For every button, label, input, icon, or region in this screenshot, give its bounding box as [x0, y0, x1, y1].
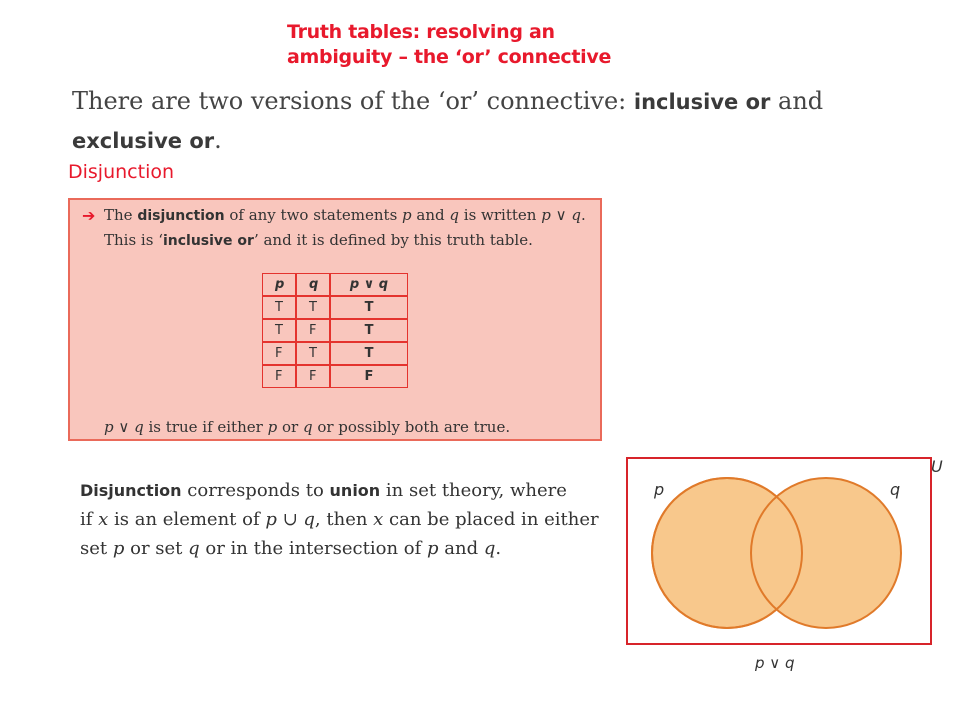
- definition-summary: [104, 418, 510, 436]
- truth-table-cell: F: [296, 319, 330, 342]
- truth-table: [262, 273, 408, 388]
- truth-table-cell: F: [262, 365, 296, 388]
- summary-var-q: q: [302, 418, 313, 436]
- def-text: ’ and it is defined by this truth table.: [253, 231, 533, 249]
- para-text: and: [438, 538, 484, 559]
- para-text: corresponds to: [181, 480, 330, 501]
- para-text: in set theory, where: [380, 480, 567, 501]
- truth-table-row: [262, 319, 408, 342]
- para-text: or set: [124, 538, 189, 559]
- truth-table-cell: T: [330, 296, 408, 319]
- set-p-label: p: [654, 480, 665, 499]
- term-exclusive-or: exclusive or: [72, 129, 215, 153]
- para-text: can be placed in either: [383, 509, 599, 530]
- set-q-circle: [751, 478, 901, 628]
- venn-diagram: [620, 450, 955, 650]
- def-text: The: [104, 206, 138, 224]
- summary-text: or: [277, 418, 303, 436]
- para-var-q: q: [483, 538, 496, 559]
- term-union: union: [329, 481, 381, 500]
- arrow-right-icon: ➔: [82, 206, 96, 225]
- intro-text-2: and: [770, 87, 824, 115]
- term-inclusive-or: inclusive or: [633, 90, 771, 114]
- truth-table-cell: T: [296, 342, 330, 365]
- para-var-x: x: [373, 509, 384, 530]
- title-line-1: Truth tables: resolving an: [287, 21, 555, 43]
- para-text: set: [80, 538, 113, 559]
- definition-line-1: [104, 206, 586, 224]
- def-var-q: q: [449, 206, 460, 224]
- para-var-p: p: [427, 538, 439, 559]
- def-term-disjunction: disjunction: [137, 208, 225, 224]
- summary-var-p: p: [267, 418, 278, 436]
- def-text: of any two statements: [224, 206, 403, 224]
- truth-table-cell: T: [330, 319, 408, 342]
- summary-text: or possibly both are true.: [312, 418, 511, 436]
- union-paragraph: [80, 476, 620, 563]
- def-notation: p ∨ q: [541, 206, 581, 224]
- intro-paragraph: [72, 82, 852, 160]
- truth-table-row: [262, 365, 408, 388]
- term-disjunction: Disjunction: [80, 481, 182, 500]
- def-var-p: p: [402, 206, 412, 224]
- truth-table-row: [262, 296, 408, 319]
- truth-table-header-row: [262, 273, 408, 296]
- para-var-q: q: [188, 538, 200, 559]
- truth-table-header-p: p: [262, 273, 296, 296]
- def-text: and: [411, 206, 450, 224]
- para-text: is an element of: [108, 509, 266, 530]
- venn-caption: p ∨ q: [755, 654, 795, 672]
- intro-text-3: .: [214, 126, 222, 154]
- intro-text-1: There are two versions of the ‘or’ connective:: [72, 87, 634, 115]
- para-var-p: p: [112, 538, 125, 559]
- page-title: [287, 20, 667, 70]
- summary-text: is true if either: [143, 418, 268, 436]
- para-text: , then: [314, 509, 374, 530]
- truth-table-cell: F: [330, 365, 408, 388]
- def-text: .: [580, 206, 586, 224]
- para-text: or in the intersection of: [199, 538, 427, 559]
- truth-table-cell: F: [262, 342, 296, 365]
- para-text: if: [80, 509, 99, 530]
- truth-table-cell: T: [262, 296, 296, 319]
- truth-table-cell: T: [330, 342, 408, 365]
- set-q-label: q: [890, 480, 901, 499]
- universe-label: U: [931, 457, 943, 476]
- def-text: This is ‘: [104, 231, 163, 249]
- definition-line-2: [104, 231, 533, 249]
- para-var-x: x: [98, 509, 109, 530]
- para-text: .: [495, 538, 502, 559]
- title-line-2: ambiguity – the ‘or’ connective: [287, 46, 612, 68]
- section-heading: Disjunction: [68, 161, 175, 183]
- definition-box: [68, 198, 602, 441]
- truth-table-cell: F: [296, 365, 330, 388]
- summary-notation: p ∨ q: [104, 418, 144, 436]
- truth-table-row: [262, 342, 408, 365]
- def-term-inclusive-or: inclusive or: [162, 233, 254, 249]
- truth-table-cell: T: [296, 296, 330, 319]
- def-text: is written: [459, 206, 542, 224]
- para-union-notation: p ∪ q: [265, 509, 315, 530]
- truth-table-header-q: q: [296, 273, 330, 296]
- truth-table-cell: T: [262, 319, 296, 342]
- truth-table-header-p-or-q: p ∨ q: [330, 273, 408, 296]
